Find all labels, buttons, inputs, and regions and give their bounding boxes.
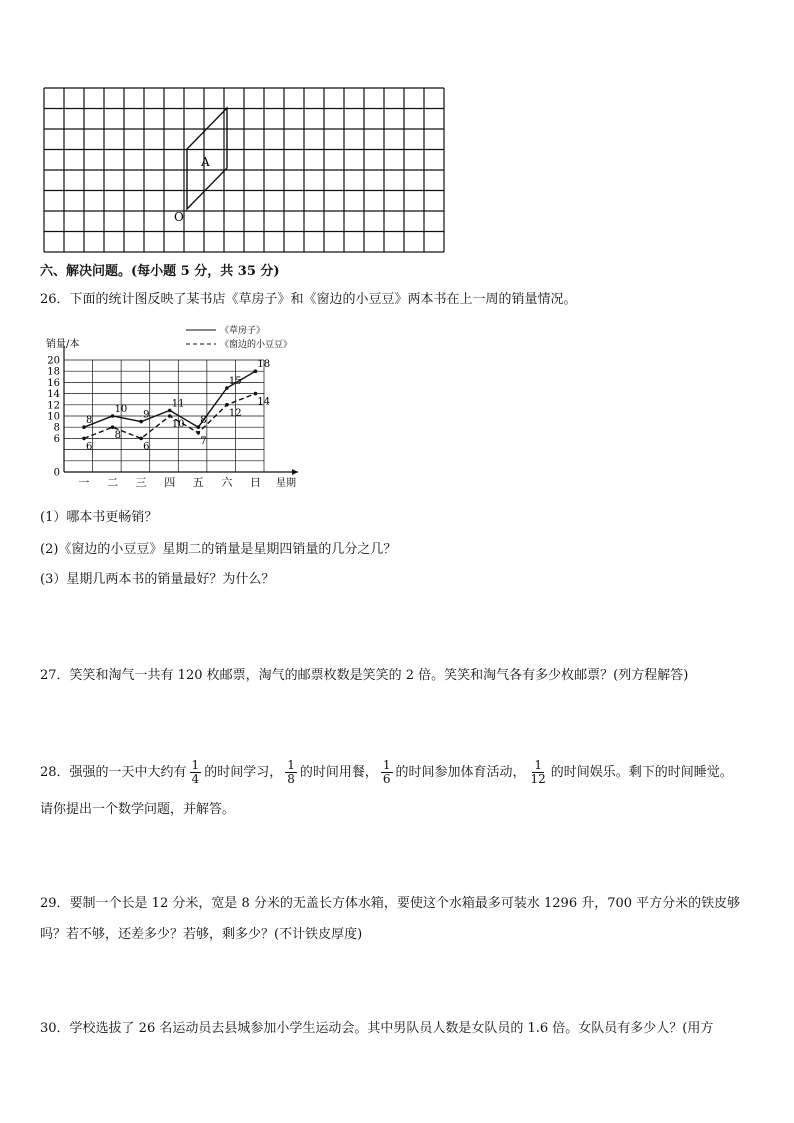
chart-point <box>168 414 172 418</box>
chart-data-label: 8 <box>114 430 121 442</box>
chart-x-arrow <box>292 469 298 475</box>
chart-x-tick: 一 <box>78 476 90 489</box>
chart-data-label: 14 <box>257 396 271 408</box>
question-29-line-2: 吗？若不够，还差多少？若够，剩多少？(不计铁皮厚度) <box>40 927 363 942</box>
question-26-sub-2: (2)《窗边的小豆豆》星期二的销量是星期四销量的几分之几？ <box>40 542 397 557</box>
grid-figure <box>40 84 450 256</box>
q28-part-1: 28．强强的一天中大约有 <box>40 764 187 780</box>
chart-y-tick: 10 <box>47 411 60 423</box>
chart-point <box>196 431 200 435</box>
chart-data-label: 10 <box>114 404 128 415</box>
frac-den: 4 <box>191 772 200 786</box>
fraction-1-4 <box>190 759 202 786</box>
chart-xlabel: 星期 <box>276 478 296 489</box>
chart-data-label: 11 <box>171 398 185 410</box>
chart-x-tick: 五 <box>192 476 204 489</box>
chart-x-tick: 六 <box>221 476 233 489</box>
grid-lines <box>44 88 444 252</box>
chart-data-label: 7 <box>200 435 207 447</box>
label-a: A <box>201 155 210 169</box>
chart-y-tick: 12 <box>47 400 60 412</box>
chart-data-label: 9 <box>143 409 150 421</box>
chart-point <box>139 437 143 441</box>
chart-point <box>225 403 229 407</box>
chart-point <box>111 425 115 429</box>
chart-data-label: 12 <box>228 407 242 419</box>
question-28 <box>40 759 733 786</box>
chart-point <box>82 437 86 441</box>
chart-data-label: 18 <box>257 359 271 371</box>
frac-den: 12 <box>530 772 546 786</box>
fraction-1-6 <box>381 759 393 786</box>
chart-x-tick: 四 <box>164 476 176 489</box>
legend-series-2: 《窗边的小豆豆》 <box>220 340 293 350</box>
frac-den: 8 <box>287 772 295 786</box>
chart-y-tick: 18 <box>47 366 60 378</box>
q28-part-5: 的时间娱乐。剩下的时间睡觉。 <box>550 764 733 780</box>
chart-point <box>254 392 258 396</box>
section-title: 六、解决问题。(每小题 5 分，共 35 分) <box>40 264 280 279</box>
chart-data-label: 10 <box>171 419 185 430</box>
frac-num: 1 <box>382 758 391 772</box>
chart-x-tick: 二 <box>107 476 119 489</box>
label-o: O <box>174 210 184 224</box>
frac-num: 1 <box>191 758 200 772</box>
question-26-sub-1: (1）哪本书更畅销？ <box>40 510 158 525</box>
frac-den: 6 <box>382 772 391 786</box>
chart-y-tick: 6 <box>53 433 60 445</box>
chart-plot <box>47 346 298 489</box>
chart-data-label: 6 <box>86 441 93 453</box>
question-27: 27．笑笑和淘气一共有 120 枚邮票，淘气的邮票枚数是笑笑的 2 倍。笑笑和淘气各有多少枚邮票？(列方程解答) <box>40 668 689 683</box>
question-28-line-2: 请你提出一个数学问题，并解答。 <box>40 802 236 817</box>
frac-num: 1 <box>534 758 542 772</box>
chart-data-label: 8 <box>86 415 93 427</box>
question-29-line-1: 29．要制一个长是 12 分米，宽是 8 分米的无盖长方体水箱，要使这个水箱最多可装水 1296 升，700 平方分米的铁皮够 <box>40 896 741 911</box>
legend-series-1: 《草房子》 <box>220 326 266 336</box>
q28-part-4: 的时间参加体育活动， <box>395 764 526 780</box>
chart-ylabel: 销量/本 <box>46 339 80 350</box>
question-26: 26．下面的统计图反映了某书店《草房子》和《窗边的小豆豆》两本书在上一周的销量情况。 <box>40 292 577 307</box>
chart-legend <box>186 324 292 350</box>
q28-part-3: 的时间用餐， <box>299 764 378 780</box>
question-30: 30．学校选拔了 26 名运动员去县城参加小学生运动会。其中男队员人数是女队员的 1.6 倍。女队员有多少人？(用方 <box>40 1021 714 1036</box>
chart-x-tick: 日 <box>249 476 261 489</box>
chart-y-tick: 14 <box>47 389 60 401</box>
chart-y-tick: 20 <box>47 355 60 367</box>
chart-y-tick: 8 <box>53 422 60 434</box>
question-26-sub-3: (3）星期几两本书的销量最好？为什么？ <box>40 572 275 587</box>
fraction-1-8 <box>285 759 297 786</box>
frac-num: 1 <box>287 758 295 772</box>
chart-data-label: 8 <box>200 415 207 427</box>
chart-y-tick: 16 <box>47 377 60 389</box>
sales-line-chart <box>34 322 324 494</box>
chart-data-label: 15 <box>228 376 242 387</box>
chart-data-label: 6 <box>143 441 150 453</box>
fraction-1-12 <box>529 759 548 786</box>
q28-part-2: 的时间学习， <box>204 764 283 780</box>
chart-x-tick: 三 <box>135 476 147 489</box>
chart-y-tick: 0 <box>53 467 60 479</box>
